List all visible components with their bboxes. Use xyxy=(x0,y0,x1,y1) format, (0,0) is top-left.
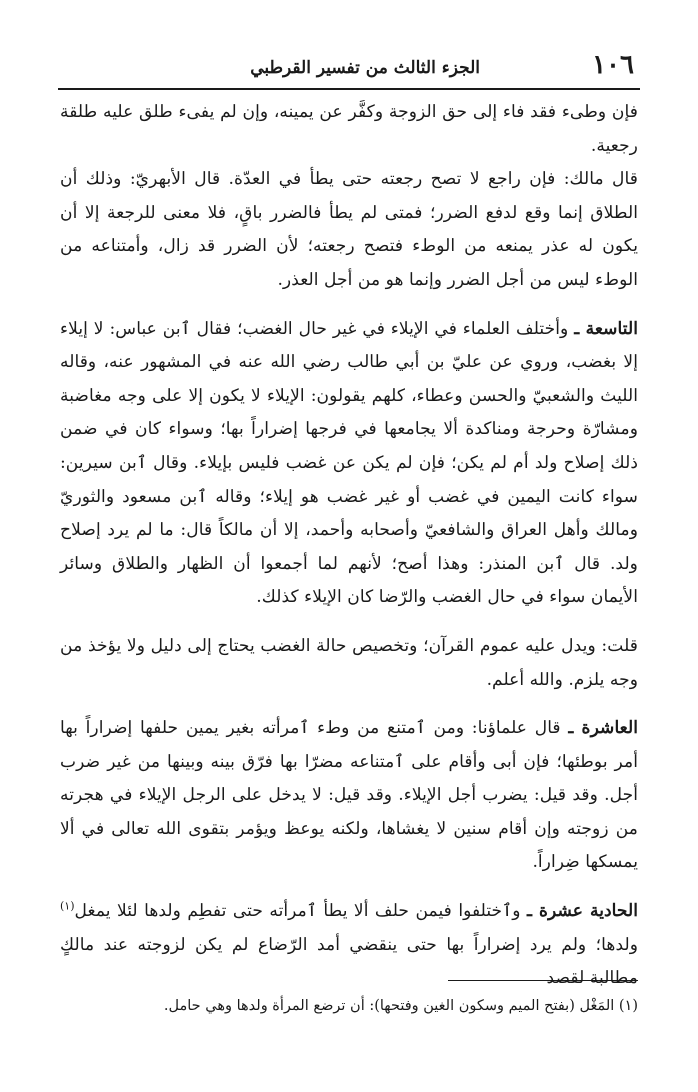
paragraph-ninth xyxy=(60,313,638,615)
paragraph-text: فإن وطىء فقد فاء إلى حق الزوجة وكفَّر عن يمينه، وإن لم يفىء طلق عليه طلقة رجعية. xyxy=(60,102,638,156)
paragraph-text: وأختلف العلماء في الإيلاء في غير حال الغضب؛ فقال ٱبن عباس: لا إيلاء إلا بغضب، وروي عن عليّ بن أبي طالب رضي الله عنه في المشهور عنه، وقاله الليث والشعبيّ والحسن وعطاء، كلهم يقولون: الإيلاء لا يكون إلا على وجه مغاضبة ومشارّة وحرجة ومناكدة ألا يجامعها في فرجها إضراراً بها؛ وسواء كان في ضمن ذلك إصلاح ولد أم لم يكن؛ فإن لم يكن عن غضب فليس بإيلاء. وقال ٱبن سيرين: سواء كانت اليمين في غضب أو غير غضب هو إيلاء؛ وقاله ٱبن مسعود والثوريّ ومالك وأهل العراق والشافعيّ وأصحابه وأحمد، إلا أن مالكاً قال: ما لم يرد إصلاح ولد. قال ٱبن المنذر: وهذا أصح؛ لأنهم لما أجمعوا أن الظهار والطلاق وسائر الأيمان سواء في حال الغضب والرّضا كان الإيلاء كذلك. xyxy=(60,318,638,608)
paragraph-text: قال علماؤنا: ومن ٱمتنع من وطء ٱمرأته بغير يمين حلفها إضراراً بها أمر بوطئها؛ فإن أبى وأقام على ٱمتناعه مضرّا بها فرّق بينه وبينها من غير ضرب أجل. وقد قيل: يضرب أجل الإيلاء. وقد قيل: لا يدخل على الرجل الإيلاء في هجرته من زوجته وإن أقام سنين لا يغشاها، ولكنه يوعظ ويؤمر بتقوى الله تعالى في ألا يمسكها ضِراراً. xyxy=(60,718,638,873)
body-text xyxy=(60,96,638,996)
footnote xyxy=(60,994,638,1018)
page-number: ١٠٦ xyxy=(592,50,634,80)
running-title: الجزء الثالث من تفسير القرطبي xyxy=(250,58,480,78)
paragraph-text: وٱختلفوا فيمن حلف ألا يطأ ٱمرأته حتى تفطِم ولدها لئلا يمغل xyxy=(74,901,527,922)
paragraph-text-continued: ولدها؛ ولم يرد إضراراً بها حتى ينقضي أمد الرّضاع لم يكن لزوجته عند مالكٍ مطالبة لقصد xyxy=(60,934,638,989)
paragraph-qultu xyxy=(60,630,638,697)
footnote-reference[interactable]: (١) xyxy=(60,899,75,913)
paragraph-text: قال مالك: فإن راجع لا تصح رجعته حتى يطأ في العدّة. قال الأبهريّ: وذلك أن الطلاق إنما وقع لدفع الضرر؛ فمتى لم يطأ فالضرر باقٍ، فلا معنى للرجعة إلا أن يكون له عذر يمنعه من الوطء فتصح رجعته؛ لأن الضرر قد زال، وأمتناعه من الوطء ليس من أجل الضرر وإنما هو من أجل العذر. xyxy=(60,169,638,290)
section-term-ninth: التاسعة ـ xyxy=(574,318,638,339)
section-term-eleventh: الحادية عشرة ـ xyxy=(526,901,638,922)
paragraph-malik xyxy=(60,163,638,297)
paragraph-continuation xyxy=(60,96,638,163)
section-term-tenth: العاشرة ـ xyxy=(568,718,638,739)
footnote-text: (١) المَغْل (بفتح الميم وسكون الغين وفتحها): أن ترضع المرأة ولدها وهي حامل. xyxy=(163,998,638,1014)
footnote-divider xyxy=(448,980,638,981)
paragraph-tenth xyxy=(60,712,638,880)
paragraph-text: قلت: ويدل عليه عموم القرآن؛ وتخصيص حالة الغضب يحتاج إلى دليل ولا يؤخذ من وجه يلزم. والله أعلم. xyxy=(60,635,638,690)
page-header xyxy=(58,48,640,90)
